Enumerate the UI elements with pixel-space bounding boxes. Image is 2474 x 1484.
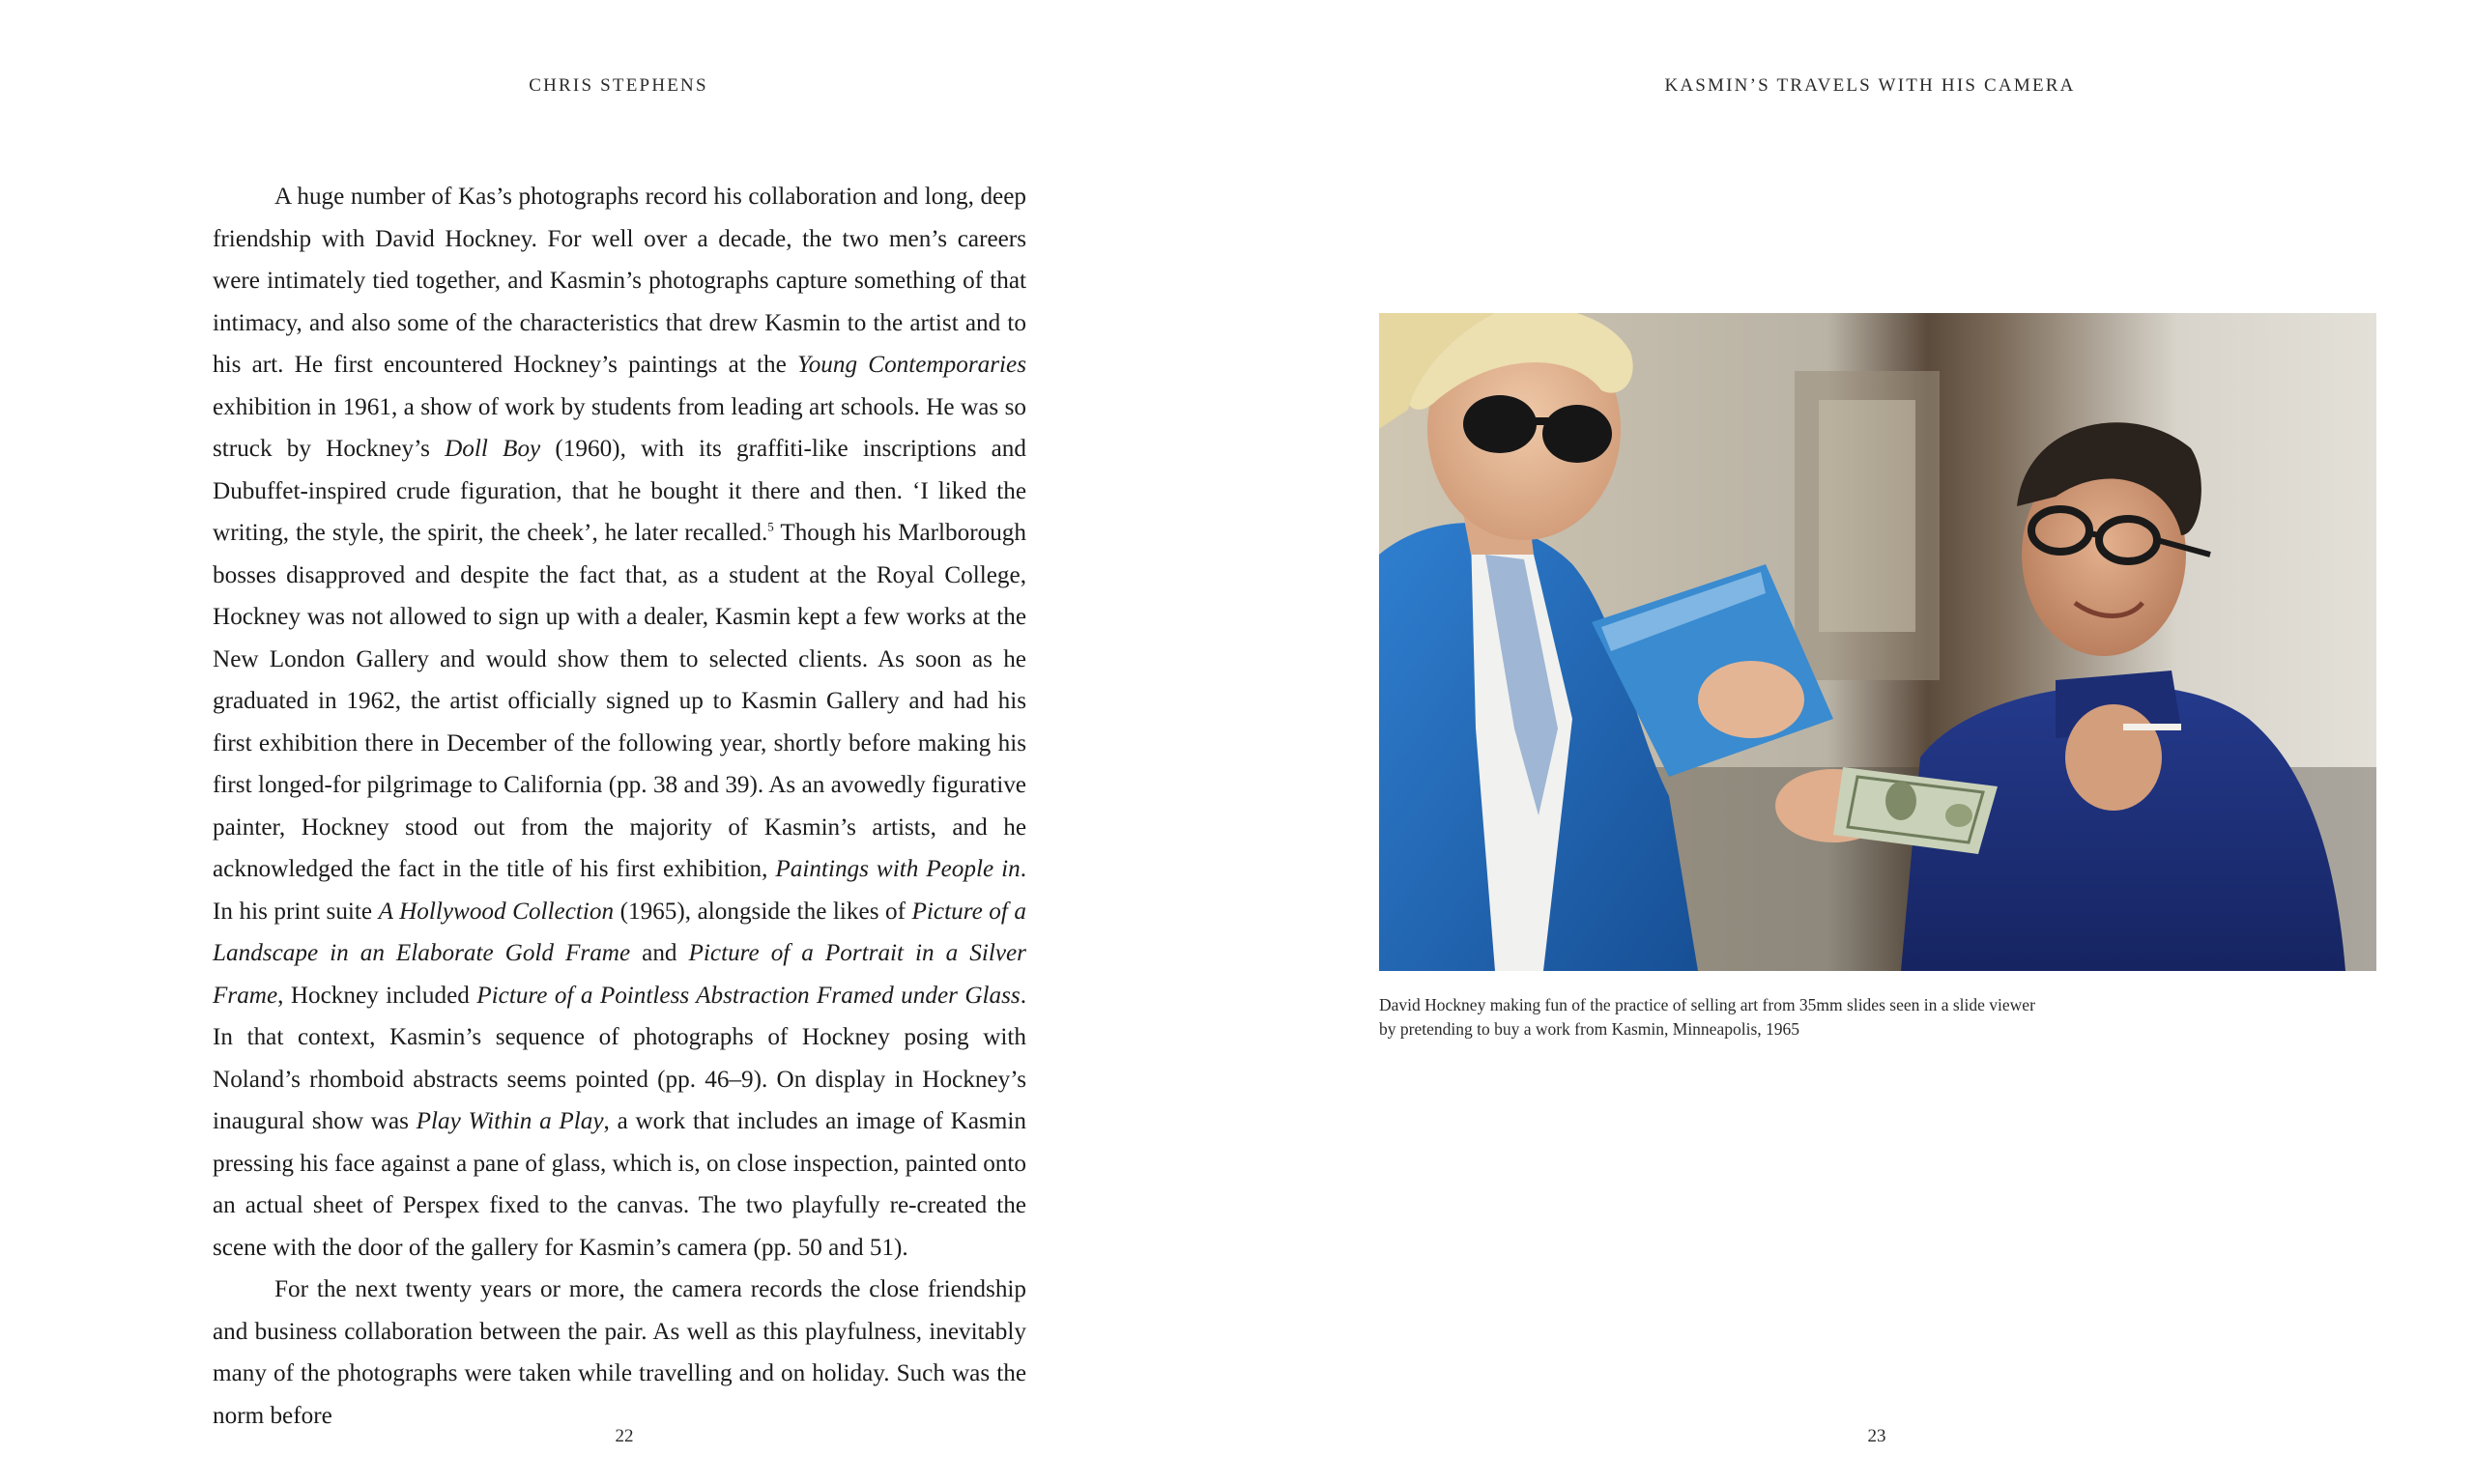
italic-title: Picture of a Landscape in an Elaborate Gold Frame xyxy=(213,898,1026,966)
photo-caption xyxy=(1379,993,2191,1042)
page-number-left: 22 xyxy=(615,1426,634,1446)
paragraph-1 xyxy=(213,176,1026,1269)
text-run: , Hockney included xyxy=(277,982,477,1009)
italic-title: A Hollywood Collection xyxy=(378,898,615,925)
text-run: , a work that includes an image of Kasmin pressing his face against a pane of glass, which is, on close inspection, painted onto an actual sheet of Perspex fixed to the canvas. The two playfully re-created the scene with the door of the gallery for Kasmin’s camera (pp. 50 and 51). xyxy=(213,1108,1026,1261)
text-run: . In his print suite xyxy=(213,856,1026,925)
text-run: exhibition in 1961, a show of work by students from leading art schools. He was so struck by Hockney’s xyxy=(213,393,1026,462)
italic-title: Play Within a Play xyxy=(416,1108,604,1134)
text-run: (1965), alongside the likes of xyxy=(614,898,912,925)
running-head-left: CHRIS STEPHENS xyxy=(529,75,708,96)
italic-title: Young Contemporaries xyxy=(797,352,1026,378)
running-head-right: KASMIN’S TRAVELS WITH HIS CAMERA xyxy=(1664,75,2076,96)
text-run: Though his Marlborough bosses disapproved and despite the fact that, as a student at the Royal College, Hockney was not allowed to sign up with a dealer, Kasmin kept a few works at the New London Gallery and would show them to selected clients. As soon as he graduated in 1962, the artist officially signed up to Kasmin Gallery and had his first exhibition there in December of the following year, shortly before making his first longed-for pilgrimage to California (pp. 38 and 39). As an avowedly figurative painter, Hockney stood out from the majority of Kasmin’s artists, and he acknowledged the fact in the title of his first exhibition, xyxy=(213,520,1026,882)
photograph xyxy=(1379,313,2376,971)
italic-title: Picture of a Pointless Abstraction Framed under Glass xyxy=(476,982,1021,1009)
right-page xyxy=(1237,0,2474,1484)
text-run: (1960), with its graffiti-like inscriptions and Dubuffet-inspired crude figuration, that he bought it there and then. ‘I liked the writing, the style, the spirit, the cheek’, he later recalled. xyxy=(213,436,1026,546)
page-number-right: 23 xyxy=(1867,1426,1886,1446)
caption-line-1: David Hockney making fun of the practice of selling art from 35mm slides seen in a slide viewer xyxy=(1379,995,2035,1014)
text-run: and xyxy=(630,940,689,966)
text-run: A huge number of Kas’s photographs record his collaboration and long, deep friendship with David Hockney. For well over a decade, the two men’s careers were intimately tied together, and Kasmin’s photographs capture something of that intimacy, and also some of the characteristics that drew Kasmin to the artist and to his art. He first encountered Hockney’s paintings at the xyxy=(213,184,1026,378)
footnote-marker: 5 xyxy=(767,519,774,534)
italic-title: Paintings with People in xyxy=(775,856,1021,882)
italic-title: Picture of a Portrait in a Silver Frame xyxy=(213,940,1026,1009)
caption-line-2: by pretending to buy a work from Kasmin, Minneapolis, 1965 xyxy=(1379,1019,1800,1039)
italic-title: Doll Boy xyxy=(445,436,541,462)
photo-illustration xyxy=(1379,313,2376,971)
text-run: . In that context, Kasmin’s sequence of photographs of Hockney posing with Noland’s rhomboid abstracts seems pointed (pp. 46–9). On display in Hockney’s inaugural show was xyxy=(213,982,1027,1134)
paragraph-2: For the next twenty years or more, the camera records the close friendship and business collaboration between the pair. As well as this playfulness, inevitably many of the photographs were taken while travelling and on holiday. Such was the norm before xyxy=(213,1276,1026,1429)
body-text xyxy=(213,176,1026,1437)
